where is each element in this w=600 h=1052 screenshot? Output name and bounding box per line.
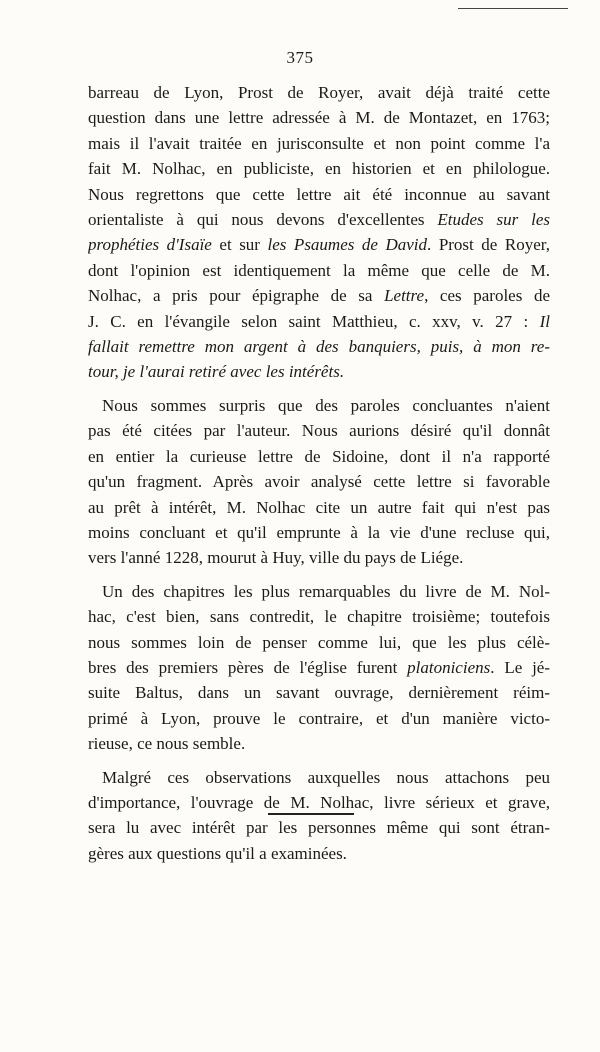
- text-run: vers l'anné 1228, mourut à Huy, ville du pays de Liége.: [88, 548, 464, 568]
- text-run: nous sommes loin de penser comme lui, que les plus célè-: [88, 632, 550, 652]
- text-line: [88, 182, 550, 207]
- text-line: [88, 444, 550, 469]
- text-line: [88, 545, 550, 570]
- text-line: [88, 232, 550, 257]
- text-run: . Le jé-: [490, 657, 550, 677]
- text-line: [88, 655, 550, 680]
- text-line: [88, 630, 550, 655]
- text-run: au prêt à intérêt, M. Nolhac cite un autre fait qui n'est pas: [88, 497, 550, 517]
- text-run: primé à Lyon, prouve le contraire, et d'un manière victo-: [88, 708, 550, 728]
- italic-run: tour, je l'aurai retiré avec les intérêts.: [88, 362, 345, 382]
- text-line: [88, 604, 550, 629]
- italic-run: Etudes sur les: [437, 210, 550, 230]
- text-run: , ces paroles de: [424, 286, 550, 306]
- text-line: [88, 207, 550, 232]
- text-run: et sur: [211, 235, 268, 255]
- page-number: 375: [286, 48, 314, 67]
- end-rule: [268, 813, 354, 815]
- text-run: Un des chapitres les plus remarquables du livre de M. Nol-: [102, 581, 550, 601]
- italic-run: les Psaumes de David: [267, 235, 428, 255]
- text-run: sera lu avec intérêt par les personnes même qui sont étran-: [88, 818, 550, 838]
- paragraph: [88, 765, 550, 867]
- text-run: fait M. Nolhac, en publiciste, en historien et en philologue.: [88, 159, 550, 179]
- text-line: [88, 520, 550, 545]
- text-run: d'importance, l'ouvrage de M. Nolhac, livre sérieux et grave,: [88, 792, 550, 812]
- text-line: [88, 841, 550, 866]
- text-line: [88, 418, 550, 443]
- text-run: Nous regrettons que cette lettre ait été inconnue au savant: [88, 184, 550, 204]
- text-run: dont l'opinion est identiquement la même que celle de M.: [88, 260, 550, 280]
- text-line: [88, 706, 550, 731]
- text-run: rieuse, ce nous semble.: [88, 734, 246, 754]
- text-run: Malgré ces observations auxquelles nous attachons peu: [102, 767, 550, 787]
- text-run: hac, c'est bien, sans contredit, le chapitre troisième; toutefois: [88, 607, 550, 627]
- text-run: J. C. en l'évangile selon saint Matthieu, c. xxv, v. 27 :: [88, 311, 540, 331]
- italic-run: platoniciens: [407, 657, 491, 677]
- italic-run: Il: [539, 311, 550, 331]
- paragraph: [88, 80, 550, 385]
- paragraph: [88, 579, 550, 757]
- top-rule: [458, 8, 568, 9]
- text-line: [88, 765, 550, 790]
- text-run: bres des premiers pères de l'église furent: [88, 657, 408, 677]
- text-run: barreau de Lyon, Prost de Royer, avait déjà traité cette: [88, 83, 550, 102]
- text-run: question dans une lettre adressée à M. de Montazet, en 1763;: [88, 108, 550, 128]
- text-run: orientaliste à qui nous devons d'excellentes: [88, 210, 438, 230]
- text-line: [88, 131, 550, 156]
- text-line: [88, 495, 550, 520]
- text-run: Nolhac, a pris pour épigraphe de sa: [88, 286, 385, 306]
- text-line: [88, 80, 550, 105]
- text-line: [88, 156, 550, 181]
- text-run: suite Baltus, dans un savant ouvrage, dernièrement réim-: [88, 683, 550, 703]
- text-line: [88, 790, 550, 815]
- text-run: qu'un fragment. Après avoir analysé cette lettre si favorable: [88, 472, 550, 492]
- text-line: [88, 258, 550, 283]
- text-line: [88, 105, 550, 130]
- text-run: pas été citées par l'auteur. Nous aurions désiré qu'il donnât: [88, 421, 550, 441]
- text-run: Nous sommes surpris que des paroles concluantes n'aient: [102, 395, 550, 415]
- text-line: [88, 815, 550, 840]
- text-line: [88, 359, 550, 384]
- text-line: [88, 393, 550, 418]
- text-run: gères aux questions qu'il a examinées.: [88, 843, 347, 863]
- text-line: [88, 334, 550, 359]
- paragraph: [88, 393, 550, 571]
- text-run: . Prost de Royer,: [427, 235, 550, 255]
- text-run: en entier la curieuse lettre de Sidoine, dont il n'a rapporté: [88, 446, 550, 466]
- text-run: moins concluant et qu'il emprunte à la vie d'une recluse qui,: [88, 522, 550, 542]
- text-line: [88, 731, 550, 756]
- italic-run: fallait remettre mon argent à des banquiers, puis, à mon re-: [88, 337, 550, 357]
- italic-run: prophéties d'Isaïe: [88, 235, 212, 255]
- text-line: [88, 579, 550, 604]
- text-line: [88, 309, 550, 334]
- text-line: [88, 283, 550, 308]
- italic-run: Lettre: [384, 286, 425, 306]
- text-run: mais il l'avait traitée en jurisconsulte et non point comme l'a: [88, 133, 550, 153]
- text-line: [88, 680, 550, 705]
- body-text: [88, 80, 550, 874]
- text-line: [88, 469, 550, 494]
